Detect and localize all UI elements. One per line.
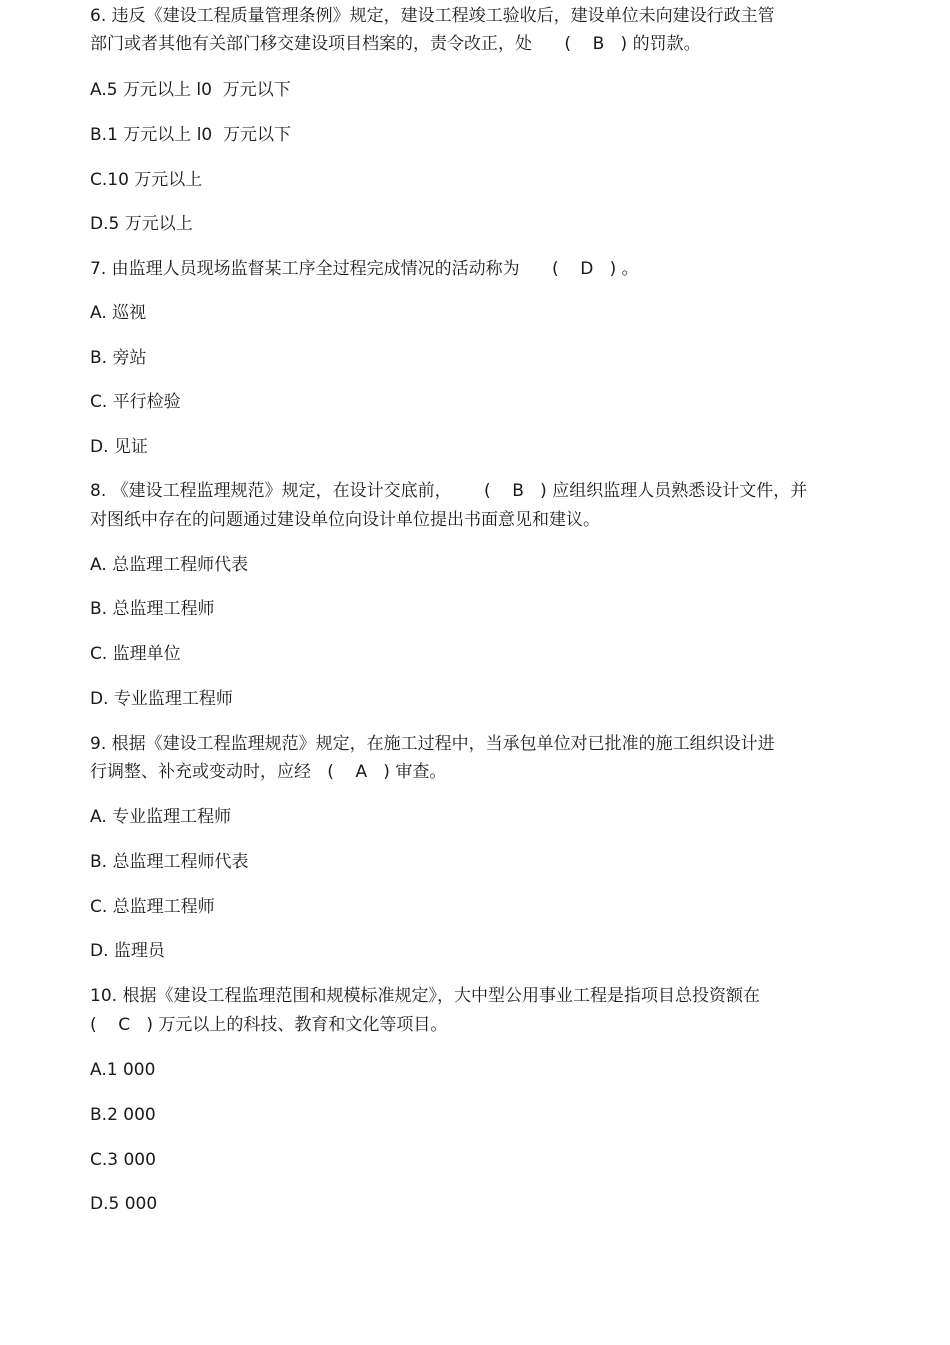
q6-option-c: C.10 万元以上: [90, 170, 203, 190]
q6-option-d: D.5 万元以上: [90, 214, 193, 234]
q7-option-d: D. 见证: [90, 437, 148, 457]
q8-option-b: B. 总监理工程师: [90, 599, 215, 619]
q8-option-c: C. 监理单位: [90, 644, 181, 664]
q9-option-a: A. 专业监理工程师: [90, 807, 232, 827]
q9-option-d: D. 监理员: [90, 941, 165, 961]
q9-option-b: B. 总监理工程师代表: [90, 852, 249, 872]
q10-option-d: D.5 000: [90, 1194, 158, 1214]
q10-option-a: A.1 000: [90, 1060, 156, 1080]
q10-stem-line2: ( C ) 万元以上的科技、教育和文化等项目。: [90, 1015, 448, 1035]
q9-stem-line1: 9. 根据《建设工程监理规范》规定，在施工过程中，当承包单位对已批准的施工组织设计进: [90, 734, 775, 754]
q8-option-a: A. 总监理工程师代表: [90, 555, 249, 575]
q7-option-c: C. 平行检验: [90, 392, 181, 412]
q6-option-a: A.5 万元以上 l0 万元以下: [90, 80, 291, 100]
q8-option-d: D. 专业监理工程师: [90, 689, 233, 709]
q9-stem-line2: 行调整、补充或变动时，应经 ( A ) 审查。: [90, 762, 447, 782]
q9-option-c: C. 总监理工程师: [90, 897, 215, 917]
q10-option-b: B.2 000: [90, 1105, 156, 1125]
q6-stem-line2: 部门或者其他有关部门移交建设项目档案的，责令改正，处 ( B ) 的罚款。: [90, 34, 701, 54]
q8-stem-line1: 8. 《建设工程监理规范》规定，在设计交底前， ( B ) 应组织监理人员熟悉设计文件，并: [90, 481, 808, 501]
q6-option-b: B.1 万元以上 l0 万元以下: [90, 125, 292, 145]
q6-stem-line1: 6. 违反《建设工程质量管理条例》规定，建设工程竣工验收后，建设单位未向建设行政主管: [90, 6, 775, 26]
q10-stem-line1: 10. 根据《建设工程监理范围和规模标准规定》，大中型公用事业工程是指项目总投资额在: [90, 986, 760, 1006]
q7-option-b: B. 旁站: [90, 348, 147, 368]
q10-option-c: C.3 000: [90, 1150, 156, 1170]
q7-option-a: A. 巡视: [90, 303, 147, 323]
q7-stem-line1: 7. 由监理人员现场监督某工序全过程完成情况的活动称为 ( D ) 。: [90, 259, 639, 279]
q8-stem-line2: 对图纸中存在的问题通过建设单位向设计单位提出书面意见和建议。: [90, 510, 600, 530]
